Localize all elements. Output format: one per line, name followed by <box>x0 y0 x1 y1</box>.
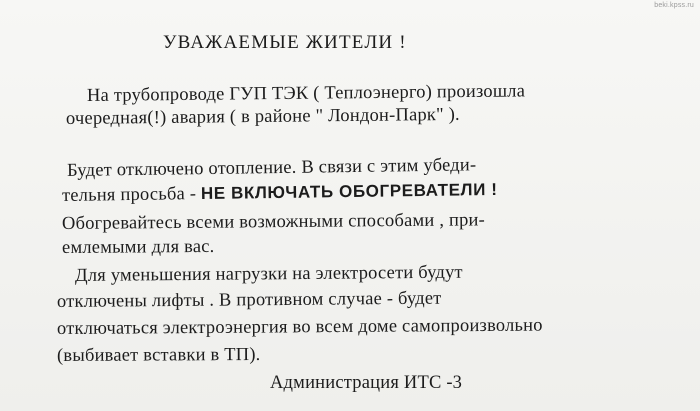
notice-line: Обогревайтесь всеми возможными способами , при- <box>61 210 486 234</box>
warning-text: НЕ ВКЛЮЧАТЬ ОБОГРЕВАТЕЛИ ! <box>200 179 498 204</box>
notice-line: отключены лифты . В противном случае - будет <box>56 288 442 312</box>
signature-line: Администрация ИТС -3 <box>270 373 463 393</box>
notice-line: На трубопроводе ГУП ТЭК ( Теплоэнерго) произошла <box>86 81 526 106</box>
notice-line: отключаться электроэнергия во всем доме самопроизвольно <box>56 315 543 339</box>
notice-line: емлемыми для вас. <box>61 236 215 258</box>
notice-line-with-warning <box>62 179 498 207</box>
notice-line-text: тельня просьба - <box>61 184 202 206</box>
notice-line: Будет отключено отопление. В связи с этим убеди- <box>66 155 477 181</box>
notice-line: (выбивает вставки в ТП). <box>56 344 261 366</box>
notice-line: очередная(!) авария ( в районе " Лондон-Парк" ). <box>65 104 460 129</box>
watermark: beki.kpss.ru <box>654 2 694 9</box>
notice-line: Для уменьшения нагрузки на электросети будут <box>74 262 463 286</box>
notice-title: УВАЖАЕМЫЕ ЖИТЕЛИ ! <box>163 32 407 53</box>
